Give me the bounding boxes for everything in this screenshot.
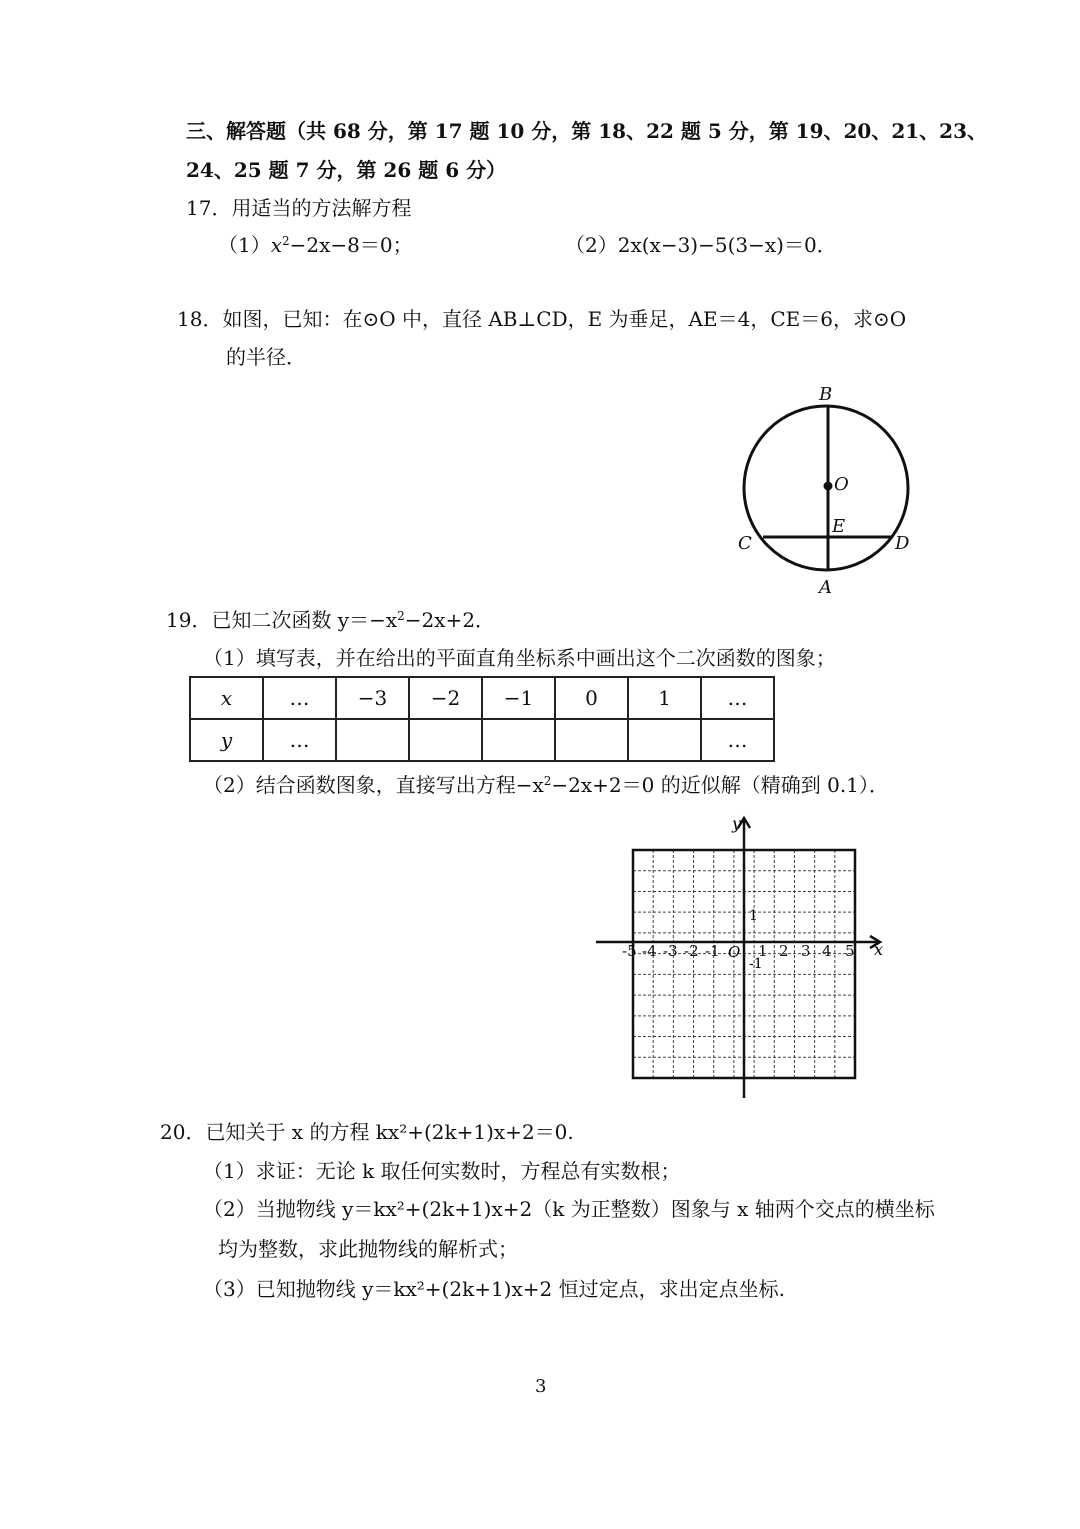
x-tick-label: 5 (845, 942, 855, 960)
section-header-line1: 三、解答题（共 68 分，第 17 题 10 分，第 18、22 题 5 分，第 19、20、21、23、 (186, 119, 987, 143)
q18-stem-line2: 的半径． (226, 345, 306, 369)
q18-stem-line1: 18．如图，已知：在⊙O 中，直径 AB⊥CD，E 为垂足，AE＝4，CE＝6，求⊙O (177, 307, 907, 331)
q19-stem-b: −2x+2． (404, 608, 496, 632)
q20-part2-line1: （2）当抛物线 y＝kx²+(2k+1)x+2（k 为正整数）图象与 x 轴两个交点的横坐标 (203, 1197, 935, 1221)
y-axis-label: y (732, 814, 742, 833)
origin-label: O (728, 943, 741, 961)
q20-part2-line2: 均为整数，求此抛物线的解析式； (218, 1237, 518, 1261)
x-tick-label: -3 (663, 942, 678, 960)
q19-part2: （2）结合函数图象，直接写出方程$-x^2-2x+2=0$ 的近似解（精确到 0.1）． (203, 773, 889, 797)
table-cell: … (263, 677, 336, 719)
q18-figure-labels (738, 384, 910, 598)
table-cell: −2 (409, 677, 482, 719)
label-b: B (819, 384, 833, 405)
table-cell: … (263, 719, 336, 761)
q17-part1-rest: −2x−8＝0； (289, 233, 413, 257)
x-tick-label: -4 (642, 942, 657, 960)
table-cell: … (701, 719, 774, 761)
x-tick-label: 2 (779, 942, 789, 960)
table-cell: 1 (628, 677, 701, 719)
x-tick-label: -5 (622, 942, 637, 960)
q19-stem: 19．已知二次函数 $y=-x^2-2x+2$． (166, 608, 496, 632)
q19-part2-a: （2）结合函数图象，直接写出方程−x (203, 773, 544, 797)
table-cell: −3 (336, 677, 409, 719)
table-cell: … (701, 677, 774, 719)
q19-stem-a: 19．已知二次函数 y＝−x (166, 608, 398, 632)
x-axis-label: x (874, 940, 884, 959)
q17-part2-label: （2） (565, 233, 618, 257)
q17-part1: $(1)x^2-2x-8=0$； (218, 233, 413, 257)
q20-stem: 20．已知关于 x 的方程 kx²+(2k+1)x+2＝0. (160, 1120, 574, 1144)
label-c: C (738, 533, 752, 554)
label-d: D (895, 533, 910, 554)
table-cell: −1 (482, 677, 555, 719)
page-number: 3 (535, 1376, 547, 1397)
label-o: O (834, 474, 849, 495)
table-cell: x (190, 677, 263, 719)
table-cell: 0 (555, 677, 628, 719)
label-e: E (832, 516, 846, 537)
x-tick-label: 3 (801, 942, 811, 960)
q18-circle-figure (744, 406, 908, 570)
y-tick-neg1: -1 (749, 956, 763, 972)
x-tick-label: 4 (822, 942, 832, 960)
label-a: A (819, 577, 832, 598)
q19-coordinate-grid (596, 814, 883, 1098)
q17-part2-eq: 2x(x−3)−5(3−x)＝0． (617, 233, 837, 257)
q19-part1: （1）填写表，并在给出的平面直角坐标系中画出这个二次函数的图象； (203, 646, 836, 670)
center-point (824, 482, 832, 490)
q19-part2-b: −2x+2＝0 的近似解（精确到 0.1）． (551, 773, 889, 797)
q17-part1-label: （1） (218, 233, 271, 257)
q20-part1: （1）求证：无论 k 取任何实数时，方程总有实数根； (203, 1159, 681, 1183)
section-header-line2: 24、25 题 7 分，第 26 题 6 分） (186, 158, 507, 182)
x-tick-label: -1 (705, 942, 720, 960)
x-tick-label: 1 (758, 942, 768, 960)
q17-stem: 17．用适当的方法解方程 (186, 196, 412, 220)
q17-part1-var: x (270, 233, 283, 257)
table-cell: y (190, 719, 263, 761)
q20-part3: （3）已知抛物线 y＝kx²+(2k+1)x+2 恒过定点，求出定点坐标. (203, 1277, 785, 1301)
x-tick-label: -2 (684, 942, 699, 960)
y-tick-1: 1 (749, 908, 758, 924)
